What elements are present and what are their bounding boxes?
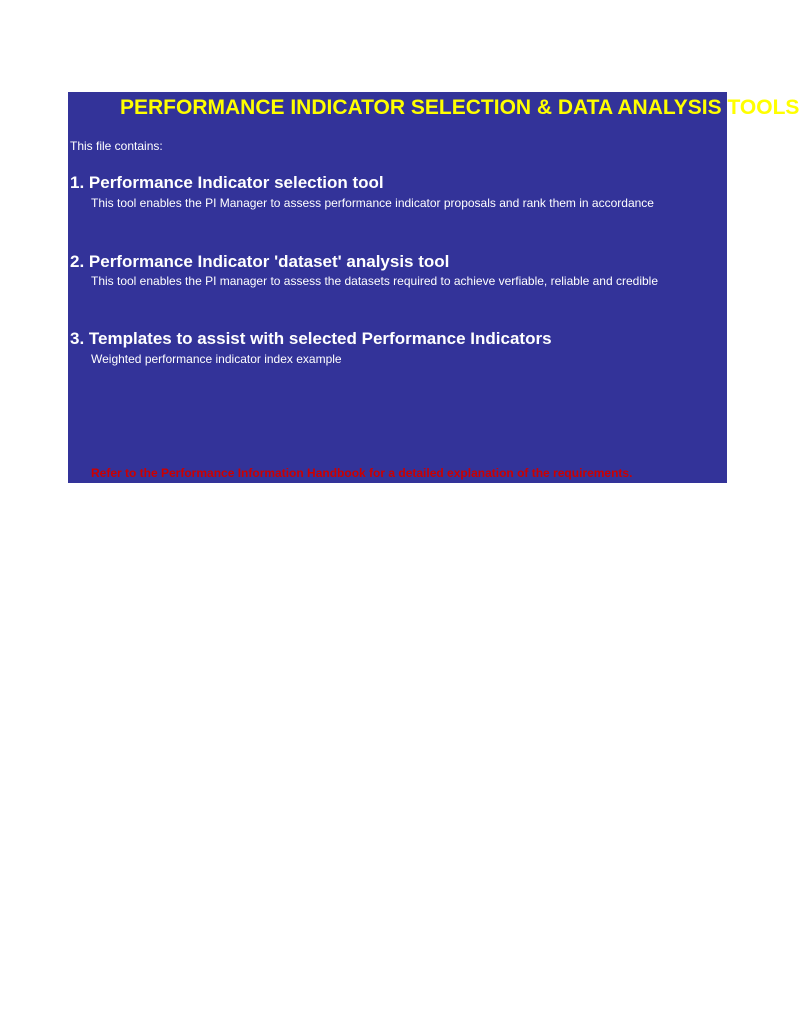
section-heading-selection-tool[interactable]: 1. Performance Indicator selection tool: [70, 173, 384, 192]
section-description-dataset-tool: This tool enables the PI manager to assess the datasets required to achieve verfiable, reliable and credible: [91, 274, 658, 288]
print-area: [68, 92, 799, 483]
handbook-reference-note: Refer to the Performance Information Handbook for a detailed explanation of the requirements.: [91, 466, 633, 480]
spreadsheet-cover-panel: [68, 92, 799, 483]
section-heading-templates[interactable]: 3. Templates to assist with selected Performance Indicators: [70, 329, 552, 348]
section-description-templates[interactable]: Weighted performance indicator index example: [91, 352, 342, 366]
section-heading-dataset-tool[interactable]: 2. Performance Indicator 'dataset' analysis tool: [70, 252, 450, 271]
intro-text: This file contains:: [70, 139, 163, 153]
page-title: PERFORMANCE INDICATOR SELECTION & DATA ANALYSIS TOOLS: [120, 96, 799, 119]
section-description-selection-tool: This tool enables the PI Manager to assess performance indicator proposals and rank them in accordance: [91, 196, 654, 210]
